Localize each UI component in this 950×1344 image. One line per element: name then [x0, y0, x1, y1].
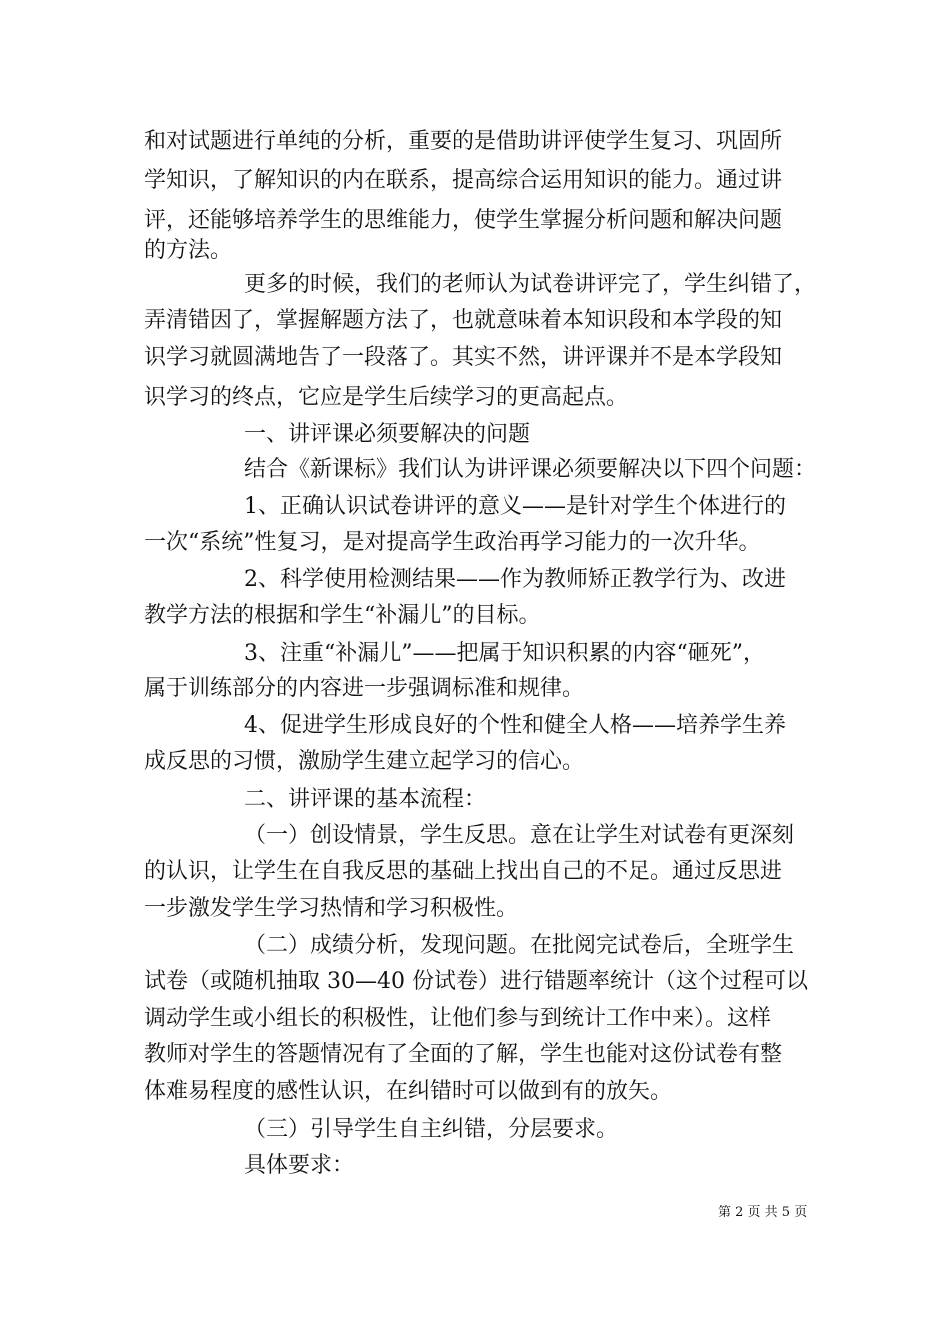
paragraph-line: （一）创设情景，学生反思。意在让学生对试卷有更深刻 — [244, 823, 795, 848]
section-heading: 二、讲评课的基本流程： — [244, 787, 487, 812]
paragraph-line: 体难易程度的感性认识，在纠错时可以做到有的放矢。 — [144, 1079, 673, 1104]
paragraph-line: 教师对学生的答题情况有了全面的了解，学生也能对这份试卷有整 — [144, 1042, 783, 1067]
paragraph-line: 识学习就圆满地告了一段落了。其实不然，讲评课并不是本学段知 — [144, 345, 783, 370]
paragraph-line: 调动学生或小组长的积极性，让他们参与到统计工作中来）。这样 — [144, 1006, 772, 1031]
list-item-line: 4、促进学生形成良好的个性和健全人格——培养学生养 — [244, 713, 786, 738]
list-item-line: 2、科学使用检测结果——作为教师矫正教学行为、改进 — [244, 567, 786, 592]
paragraph-line: 结合《新课标》我们认为讲评课必须要解决以下四个问题： — [244, 457, 817, 482]
list-item-line: 1、正确认识试卷讲评的意义——是针对学生个体进行的 — [244, 494, 786, 519]
section-heading: 一、讲评课必须要解决的问题 — [244, 422, 531, 447]
list-item-line: 一次“系统”性复习，是对提高学生政治再学习能力的一次升华。 — [144, 530, 761, 555]
paragraph-line: 评，还能够培养学生的思维能力，使学生掌握分析问题和解决问题 — [144, 208, 783, 233]
page-number-footer: 第 2 页 共 5 页 — [718, 1205, 808, 1220]
paragraph-line: （二）成绩分析，发现问题。在批阅完试卷后，全班学生 — [244, 933, 795, 958]
paragraph-line: 具体要求： — [244, 1153, 355, 1178]
paragraph-line: 和对试题进行单纯的分析，重要的是借助讲评使学生复习、巩固所 — [144, 129, 783, 154]
list-item-line: 教学方法的根据和学生“补漏儿”的目标。 — [144, 603, 541, 628]
paragraph-line: 更多的时候，我们的老师认为试卷讲评完了，学生纠错了， — [244, 272, 817, 297]
paragraph-line: （三）引导学生自主纠错，分层要求。 — [244, 1117, 619, 1142]
paragraph-line: 的认识，让学生在自我反思的基础上找出自己的不足。通过反思进 — [144, 859, 783, 884]
list-item-line: 属于训练部分的内容进一步强调标准和规律。 — [144, 676, 585, 701]
paragraph-line: 试卷（或随机抽取 30—40 份试卷）进行错题率统计（这个过程可以 — [144, 969, 808, 994]
list-item-line: 3、注重“补漏儿”——把属于知识积累的内容“砸死”， — [244, 641, 765, 666]
paragraph-line: 的方法。 — [144, 238, 233, 263]
paragraph-line: 学知识，了解知识的内在联系，提高综合运用知识的能力。通过讲 — [144, 168, 783, 193]
paragraph-line: 一步激发学生学习热情和学习积极性。 — [144, 896, 519, 921]
paragraph-line: 弄清错因了，掌握解题方法了，也就意味着本知识段和本学段的知 — [144, 308, 783, 333]
paragraph-line: 识学习的终点，它应是学生后续学习的更高起点。 — [144, 385, 629, 410]
list-item-line: 成反思的习惯，激励学生建立起学习的信心。 — [144, 749, 585, 774]
